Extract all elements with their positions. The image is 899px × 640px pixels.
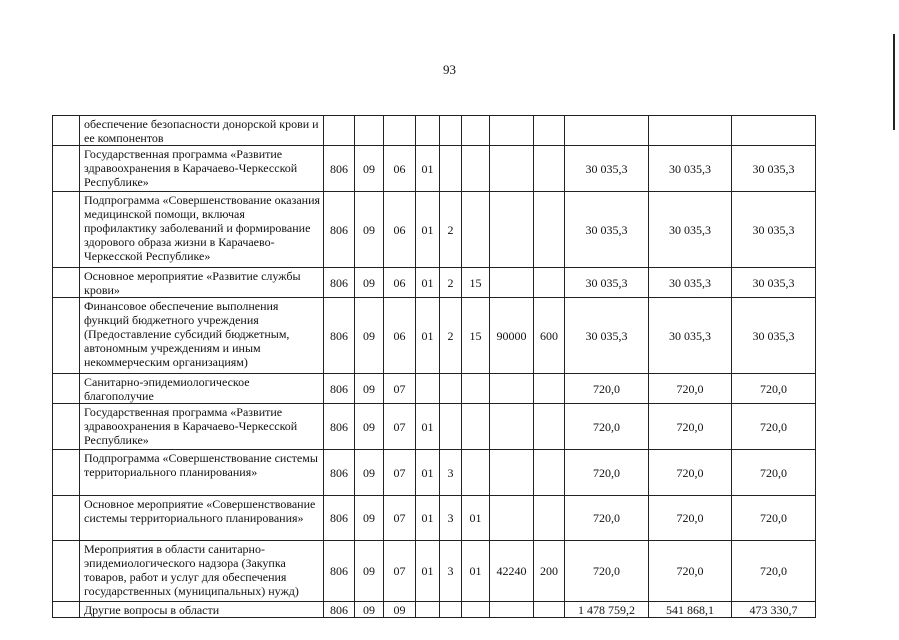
event-cell: 15	[462, 298, 490, 374]
expense-type-cell	[534, 496, 565, 541]
expense-type-cell	[534, 602, 565, 618]
direction-cell	[490, 602, 534, 618]
kbk-code-cell: 806	[324, 602, 355, 618]
amount-year2-cell: 720,0	[649, 374, 732, 404]
expense-type-cell	[534, 268, 565, 298]
amount-year1-cell: 30 035,3	[565, 268, 649, 298]
subsection-cell: 06	[384, 146, 416, 192]
direction-cell	[490, 374, 534, 404]
event-cell: 15	[462, 268, 490, 298]
subsection-cell	[384, 116, 416, 146]
program-cell: 01	[416, 146, 440, 192]
event-cell	[462, 602, 490, 618]
kbk-code-cell: 806	[324, 496, 355, 541]
item-name-cell: Основное мероприятие «Развитие службы крови»	[80, 268, 324, 298]
row-number-cell	[53, 450, 80, 496]
table-row	[53, 450, 816, 496]
event-cell	[462, 146, 490, 192]
expense-type-cell	[534, 450, 565, 496]
kbk-code-cell: 806	[324, 192, 355, 268]
subprogram-cell: 2	[440, 268, 462, 298]
direction-cell	[490, 192, 534, 268]
amount-year3-cell: 30 035,3	[732, 268, 816, 298]
amount-year1-cell: 720,0	[565, 404, 649, 450]
table-row	[53, 496, 816, 541]
direction-cell: 42240	[490, 541, 534, 602]
amount-year2-cell: 30 035,3	[649, 192, 732, 268]
item-name-cell: Основное мероприятие «Совершенствование системы территориального планирования»	[80, 496, 324, 541]
amount-year1-cell: 30 035,3	[565, 192, 649, 268]
row-number-cell	[53, 116, 80, 146]
amount-year1-cell	[565, 116, 649, 146]
page-number: 93	[443, 62, 456, 77]
subsection-cell: 07	[384, 374, 416, 404]
item-name-cell: Государственная программа «Развитие здравоохранения в Карачаево-Черкесской Республике»	[80, 404, 324, 450]
item-name-cell: Санитарно-эпидемиологическое благополучие	[80, 374, 324, 404]
scan-edge-mark	[893, 34, 895, 130]
event-cell: 01	[462, 496, 490, 541]
table-row	[53, 192, 816, 268]
expense-type-cell	[534, 192, 565, 268]
item-name-cell: Другие вопросы в области	[80, 602, 324, 618]
row-number-cell	[53, 146, 80, 192]
amount-year3-cell: 720,0	[732, 496, 816, 541]
subsection-cell: 09	[384, 602, 416, 618]
amount-year2-cell	[649, 116, 732, 146]
table-row	[53, 298, 816, 374]
expense-type-cell	[534, 404, 565, 450]
event-cell	[462, 192, 490, 268]
expense-type-cell: 200	[534, 541, 565, 602]
amount-year1-cell: 720,0	[565, 374, 649, 404]
row-number-cell	[53, 268, 80, 298]
table-row	[53, 116, 816, 146]
kbk-code-cell: 806	[324, 541, 355, 602]
kbk-code-cell	[324, 116, 355, 146]
section-cell	[355, 116, 384, 146]
amount-year2-cell: 720,0	[649, 404, 732, 450]
event-cell: 01	[462, 541, 490, 602]
row-number-cell	[53, 404, 80, 450]
section-cell: 09	[355, 602, 384, 618]
amount-year1-cell: 720,0	[565, 450, 649, 496]
amount-year2-cell: 30 035,3	[649, 298, 732, 374]
section-cell: 09	[355, 146, 384, 192]
kbk-code-cell: 806	[324, 298, 355, 374]
amount-year2-cell: 541 868,1	[649, 602, 732, 618]
event-cell	[462, 374, 490, 404]
table-row	[53, 541, 816, 602]
item-name-cell: Подпрограмма «Совершенствование системы территориального планирования»	[80, 450, 324, 496]
direction-cell: 90000	[490, 298, 534, 374]
amount-year1-cell: 30 035,3	[565, 298, 649, 374]
budget-table	[52, 115, 816, 618]
section-cell: 09	[355, 374, 384, 404]
subprogram-cell: 3	[440, 496, 462, 541]
program-cell: 01	[416, 450, 440, 496]
section-cell: 09	[355, 496, 384, 541]
section-cell: 09	[355, 298, 384, 374]
subprogram-cell: 2	[440, 192, 462, 268]
row-number-cell	[53, 192, 80, 268]
item-name-cell: Государственная программа «Развитие здравоохранения в Карачаево-Черкесской Республике»	[80, 146, 324, 192]
kbk-code-cell: 806	[324, 374, 355, 404]
expense-type-cell	[534, 116, 565, 146]
section-cell: 09	[355, 541, 384, 602]
amount-year3-cell: 720,0	[732, 404, 816, 450]
direction-cell	[490, 404, 534, 450]
amount-year2-cell: 720,0	[649, 450, 732, 496]
direction-cell	[490, 450, 534, 496]
program-cell: 01	[416, 404, 440, 450]
subsection-cell: 07	[384, 496, 416, 541]
kbk-code-cell: 806	[324, 450, 355, 496]
kbk-code-cell: 806	[324, 146, 355, 192]
amount-year3-cell: 720,0	[732, 450, 816, 496]
expense-type-cell	[534, 374, 565, 404]
table-row	[53, 146, 816, 192]
subprogram-cell: 3	[440, 541, 462, 602]
amount-year2-cell: 720,0	[649, 541, 732, 602]
amount-year3-cell	[732, 116, 816, 146]
expense-type-cell: 600	[534, 298, 565, 374]
amount-year1-cell: 1 478 759,2	[565, 602, 649, 618]
subprogram-cell	[440, 404, 462, 450]
table-row	[53, 374, 816, 404]
row-number-cell	[53, 496, 80, 541]
direction-cell	[490, 496, 534, 541]
program-cell: 01	[416, 541, 440, 602]
table-row	[53, 268, 816, 298]
event-cell	[462, 404, 490, 450]
amount-year3-cell: 720,0	[732, 374, 816, 404]
item-name-cell: Подпрограмма «Совершенствование оказания медицинской помощи, включая профилактику заболеваний и формирование здорового образа жизни в Карачаево-Черкесской Республике»	[80, 192, 324, 268]
amount-year3-cell: 30 035,3	[732, 298, 816, 374]
section-cell: 09	[355, 404, 384, 450]
program-cell	[416, 602, 440, 618]
subsection-cell: 06	[384, 192, 416, 268]
subprogram-cell	[440, 116, 462, 146]
subprogram-cell: 2	[440, 298, 462, 374]
row-number-cell	[53, 298, 80, 374]
subsection-cell: 07	[384, 450, 416, 496]
table-row	[53, 602, 816, 618]
program-cell	[416, 374, 440, 404]
row-number-cell	[53, 541, 80, 602]
amount-year3-cell: 720,0	[732, 541, 816, 602]
direction-cell	[490, 116, 534, 146]
subprogram-cell	[440, 374, 462, 404]
amount-year3-cell: 30 035,3	[732, 146, 816, 192]
row-number-cell	[53, 602, 80, 618]
direction-cell	[490, 146, 534, 192]
amount-year1-cell: 720,0	[565, 541, 649, 602]
amount-year3-cell: 30 035,3	[732, 192, 816, 268]
amount-year2-cell: 30 035,3	[649, 146, 732, 192]
event-cell	[462, 116, 490, 146]
item-name-cell: Мероприятия в области санитарно-эпидемиологического надзора (Закупка товаров, работ и услуг для обеспечения государственных (муниципальных) нужд)	[80, 541, 324, 602]
item-name-cell: обеспечение безопасности донорской крови и ее компонентов	[80, 116, 324, 146]
amount-year1-cell: 720,0	[565, 496, 649, 541]
section-cell: 09	[355, 450, 384, 496]
section-cell: 09	[355, 192, 384, 268]
subsection-cell: 07	[384, 404, 416, 450]
program-cell: 01	[416, 298, 440, 374]
item-name-cell: Финансовое обеспечение выполнения функций бюджетного учреждения (Предоставление субсидий бюджетным, автономным учреждениям и иным некоммерческим организациям)	[80, 298, 324, 374]
subsection-cell: 07	[384, 541, 416, 602]
amount-year1-cell: 30 035,3	[565, 146, 649, 192]
table-body	[53, 116, 816, 618]
subsection-cell: 06	[384, 298, 416, 374]
expense-type-cell	[534, 146, 565, 192]
direction-cell	[490, 268, 534, 298]
program-cell	[416, 116, 440, 146]
subsection-cell: 06	[384, 268, 416, 298]
subprogram-cell: 3	[440, 450, 462, 496]
program-cell: 01	[416, 268, 440, 298]
subprogram-cell	[440, 602, 462, 618]
amount-year2-cell: 30 035,3	[649, 268, 732, 298]
table-row	[53, 404, 816, 450]
program-cell: 01	[416, 192, 440, 268]
subprogram-cell	[440, 146, 462, 192]
amount-year3-cell: 473 330,7	[732, 602, 816, 618]
row-number-cell	[53, 374, 80, 404]
event-cell	[462, 450, 490, 496]
program-cell: 01	[416, 496, 440, 541]
section-cell: 09	[355, 268, 384, 298]
kbk-code-cell: 806	[324, 404, 355, 450]
kbk-code-cell: 806	[324, 268, 355, 298]
amount-year2-cell: 720,0	[649, 496, 732, 541]
